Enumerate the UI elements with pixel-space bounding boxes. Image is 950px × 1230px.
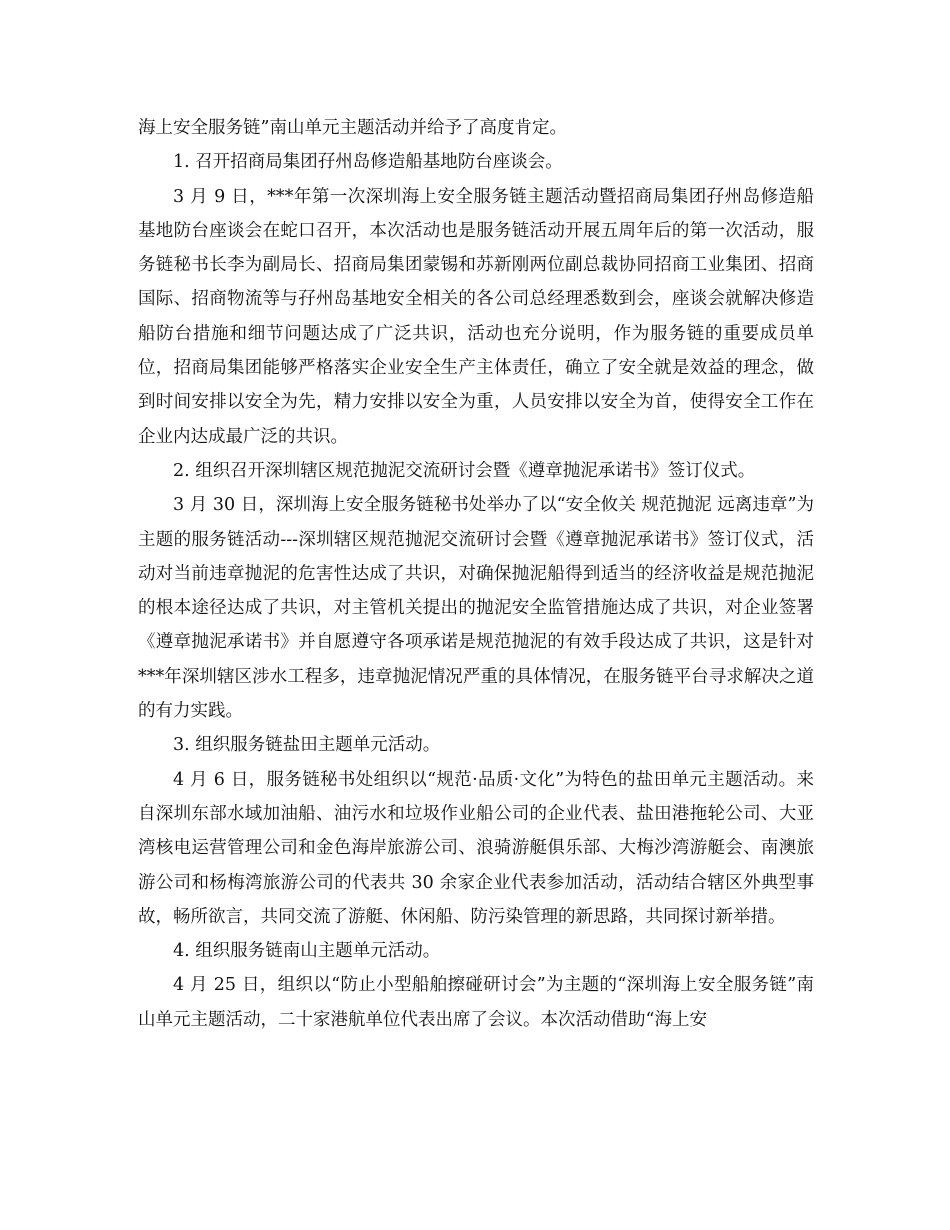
paragraph-1: 3 月 9 日，***年第一次深圳海上安全服务链主题活动暨招商局集团孖州岛修造船基地防台座谈会在蛇口召开，本次活动也是服务链活动开展五周年后的第一次活动，服务链秘书长李为副局长、招商局集团蒙锡和苏新刚两位副总裁协同招商工业集团、招商国际、招商物流等与孖州岛基地安全相关的各公司总经理悉数到会，座谈会就解决修造船防台措施和细节问题达成了广泛共识，活动也充分说明，作为服务链的重要成员单位，招商局集团能够严格落实企业安全生产主体责任，确立了安全就是效益的理念，做到时间安排以安全为先，精力安排以安全为重，人员安排以安全为首，使得安全工作在企业内达成最广泛的共识。	[138, 186, 814, 447]
section-heading-3: 3. 组织服务链盐田主题单元活动。	[173, 735, 441, 756]
paragraph-4: 4 月 25 日，组织以“防止小型船舶擦碰研讨会”为主题的“深圳海上安全服务链”南山单元主题活动，二十家港航单位代表出席了会议。本次活动借助“海上安	[138, 975, 814, 1030]
document-body	[138, 111, 814, 1037]
paragraph-2: 3 月 30 日，深圳海上安全服务链秘书处举办了以“安全攸关 规范抛泥 远离违章”为主题的服务链活动---深圳辖区规范抛泥交流研讨会暨《遵章抛泥承诺书》签订仪式，活动对当前违章抛泥的危害性达成了共识，对确保抛泥船得到适当的经济收益是规范抛泥的根本途径达成了共识，对主管机关提出的抛泥安全监管措施达成了共识，对企业签署《遵章抛泥承诺书》并自愿遵守各项承诺是规范抛泥的有效手段达成了共识，这是针对***年深圳辖区涉水工程多，违章抛泥情况严重的具体情况，在服务链平台寻求解决之道的有力实践。	[138, 495, 814, 722]
paragraph-continuation: 海上安全服务链”南山单元主题活动并给予了高度肯定。	[138, 118, 567, 138]
section-heading-4: 4. 组织服务链南山主题单元活动。	[173, 941, 441, 962]
paragraph-3: 4 月 6 日，服务链秘书处组织以“规范·品质·文化”为特色的盐田单元主题活动。来自深圳东部水域加油船、油污水和垃圾作业船公司的企业代表、盐田港拖轮公司、大亚湾核电运营管理公司和金色海岸旅游公司、浪骑游艇俱乐部、大梅沙湾游艇会、南澳旅游公司和杨梅湾旅游公司的代表共 30 余家企业代表参加活动，活动结合辖区外典型事故，畅所欲言，共同交流了游艇、休闲船、防污染管理的新思路，共同探讨新举措。	[138, 769, 814, 927]
section-heading-1: 1. 召开招商局集团孖州岛修造船基地防台座谈会。	[173, 152, 563, 173]
section-heading-2: 2. 组织召开深圳辖区规范抛泥交流研讨会暨《遵章抛泥承诺书》签订仪式。	[173, 460, 756, 481]
